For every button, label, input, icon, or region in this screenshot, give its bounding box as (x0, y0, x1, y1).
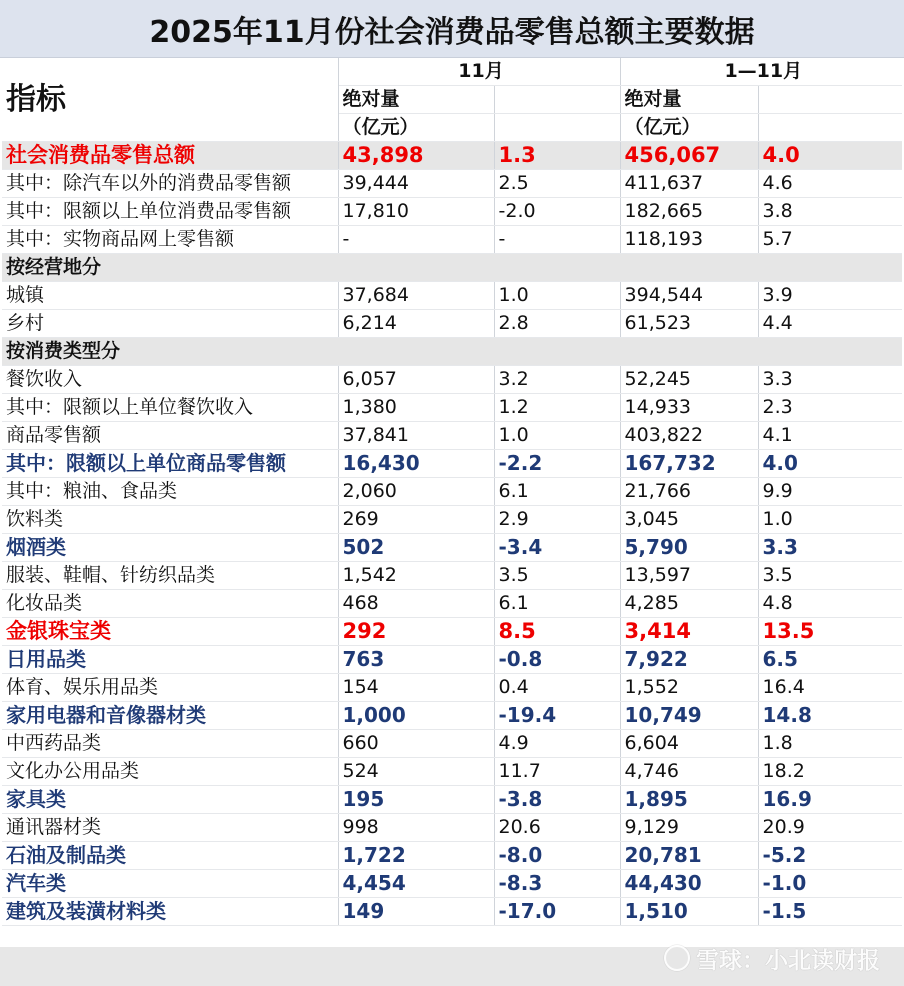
month-abs-cell: 1,380 (338, 394, 494, 422)
abs-label-month: 绝对量 (338, 86, 494, 114)
month-abs-cell: 16,430 (338, 450, 494, 478)
ytd-abs-cell: 403,822 (620, 422, 758, 450)
table-row (2, 730, 902, 758)
indicator-cell: 汽车类 (2, 870, 338, 898)
month-abs-cell: 195 (338, 786, 494, 814)
table-row (2, 142, 902, 170)
table-row (2, 226, 902, 254)
ytd-growth-cell: 4.6 (758, 170, 902, 198)
table-row (2, 478, 902, 506)
table-row (2, 674, 902, 702)
month-growth-cell: 2.5 (494, 170, 620, 198)
section-row (2, 254, 902, 282)
month-abs-cell: 1,722 (338, 842, 494, 870)
month-growth-cell: 8.5 (494, 618, 620, 646)
ytd-abs-cell: 9,129 (620, 814, 758, 842)
month-growth-cell: -8.3 (494, 870, 620, 898)
month-growth-cell: -8.0 (494, 842, 620, 870)
ytd-abs-cell: 411,637 (620, 170, 758, 198)
ytd-abs-cell: 167,732 (620, 450, 758, 478)
month-abs-cell: 149 (338, 898, 494, 926)
month-abs-cell: 292 (338, 618, 494, 646)
month-growth-cell: 1.2 (494, 394, 620, 422)
ytd-growth-cell: 18.2 (758, 758, 902, 786)
month-growth-cell: 3.5 (494, 562, 620, 590)
month-abs-cell: - (338, 226, 494, 254)
ytd-abs-cell: 20,781 (620, 842, 758, 870)
section-row (2, 338, 902, 366)
ytd-abs-cell: 61,523 (620, 310, 758, 338)
growth-label-ytd (758, 86, 902, 114)
ytd-abs-cell: 1,510 (620, 898, 758, 926)
header-row-period (2, 58, 902, 86)
ytd-abs-cell: 4,746 (620, 758, 758, 786)
ytd-abs-cell: 4,285 (620, 590, 758, 618)
indicator-cell: 文化办公用品类 (2, 758, 338, 786)
indicator-cell: 其中：限额以上单位商品零售额 (2, 450, 338, 478)
ytd-abs-cell: 14,933 (620, 394, 758, 422)
indicator-cell: 其中：限额以上单位餐饮收入 (2, 394, 338, 422)
month-abs-cell: 660 (338, 730, 494, 758)
ytd-abs-cell: 1,552 (620, 674, 758, 702)
ytd-abs-cell: 6,604 (620, 730, 758, 758)
month-abs-cell: 1,542 (338, 562, 494, 590)
indicator-cell: 其中：限额以上单位消费品零售额 (2, 198, 338, 226)
indicator-cell: 服装、鞋帽、针纺织品类 (2, 562, 338, 590)
ytd-growth-cell: 4.1 (758, 422, 902, 450)
ytd-abs-cell: 394,544 (620, 282, 758, 310)
indicator-cell: 城镇 (2, 282, 338, 310)
period-month-header: 11月 (338, 58, 620, 86)
ytd-abs-cell: 21,766 (620, 478, 758, 506)
indicator-cell: 其中：除汽车以外的消费品零售额 (2, 170, 338, 198)
month-abs-cell: 154 (338, 674, 494, 702)
indicator-cell: 家具类 (2, 786, 338, 814)
ytd-abs-cell: 52,245 (620, 366, 758, 394)
page-title: 2025年11月份社会消费品零售总额主要数据 (0, 0, 904, 58)
ytd-abs-cell: 7,922 (620, 646, 758, 674)
ytd-abs-cell: 3,414 (620, 618, 758, 646)
unit-label-month: （亿元） (338, 114, 494, 142)
ytd-abs-cell: 3,045 (620, 506, 758, 534)
ytd-abs-cell: 1,895 (620, 786, 758, 814)
ytd-abs-cell: 44,430 (620, 870, 758, 898)
month-growth-cell: -17.0 (494, 898, 620, 926)
month-abs-cell: 39,444 (338, 170, 494, 198)
month-abs-cell: 6,057 (338, 366, 494, 394)
indicator-cell: 体育、娱乐用品类 (2, 674, 338, 702)
table-row (2, 534, 902, 562)
table-row (2, 310, 902, 338)
indicator-cell: 石油及制品类 (2, 842, 338, 870)
month-abs-cell: 17,810 (338, 198, 494, 226)
data-table (2, 58, 902, 926)
month-growth-cell: 0.4 (494, 674, 620, 702)
month-abs-cell: 6,214 (338, 310, 494, 338)
ytd-growth-cell: 6.5 (758, 646, 902, 674)
month-abs-cell: 1,000 (338, 702, 494, 730)
month-growth-cell: -3.4 (494, 534, 620, 562)
indicator-cell: 化妆品类 (2, 590, 338, 618)
table-row (2, 758, 902, 786)
indicator-cell: 社会消费品零售总额 (2, 142, 338, 170)
month-growth-cell: 2.8 (494, 310, 620, 338)
month-growth-cell: -2.0 (494, 198, 620, 226)
ytd-growth-cell: 14.8 (758, 702, 902, 730)
indicator-cell: 通讯器材类 (2, 814, 338, 842)
month-abs-cell: 37,684 (338, 282, 494, 310)
indicator-cell: 其中：粮油、食品类 (2, 478, 338, 506)
ytd-growth-cell: 13.5 (758, 618, 902, 646)
period-ytd-header: 1—11月 (620, 58, 902, 86)
ytd-growth-cell: 4.0 (758, 450, 902, 478)
ytd-growth-cell: 20.9 (758, 814, 902, 842)
unit-blank-ytd (758, 114, 902, 142)
table-row (2, 170, 902, 198)
indicator-cell: 烟酒类 (2, 534, 338, 562)
ytd-growth-cell: 1.0 (758, 506, 902, 534)
ytd-growth-cell: 9.9 (758, 478, 902, 506)
month-growth-cell: 1.0 (494, 282, 620, 310)
ytd-abs-cell: 456,067 (620, 142, 758, 170)
month-growth-cell: -3.8 (494, 786, 620, 814)
ytd-growth-cell: 1.8 (758, 730, 902, 758)
ytd-abs-cell: 182,665 (620, 198, 758, 226)
month-abs-cell: 2,060 (338, 478, 494, 506)
indicator-cell: 其中：实物商品网上零售额 (2, 226, 338, 254)
table-row (2, 646, 902, 674)
indicator-cell: 餐饮收入 (2, 366, 338, 394)
ytd-abs-cell: 13,597 (620, 562, 758, 590)
month-growth-cell: 2.9 (494, 506, 620, 534)
month-abs-cell: 269 (338, 506, 494, 534)
unit-blank-month (494, 114, 620, 142)
table-row (2, 562, 902, 590)
ytd-growth-cell: 3.9 (758, 282, 902, 310)
month-abs-cell: 43,898 (338, 142, 494, 170)
month-growth-cell: 4.9 (494, 730, 620, 758)
table-row (2, 702, 902, 730)
month-growth-cell: -2.2 (494, 450, 620, 478)
month-growth-cell: 6.1 (494, 478, 620, 506)
abs-label-ytd: 绝对量 (620, 86, 758, 114)
growth-label-month (494, 86, 620, 114)
section-label: 按消费类型分 (2, 338, 902, 366)
indicator-cell: 家用电器和音像器材类 (2, 702, 338, 730)
month-abs-cell: 763 (338, 646, 494, 674)
month-growth-cell: -0.8 (494, 646, 620, 674)
indicator-cell: 中西药品类 (2, 730, 338, 758)
ytd-growth-cell: 3.8 (758, 198, 902, 226)
month-abs-cell: 468 (338, 590, 494, 618)
ytd-growth-cell: 4.4 (758, 310, 902, 338)
snowball-logo-icon (664, 945, 690, 971)
table-row (2, 618, 902, 646)
section-label: 按经营地分 (2, 254, 902, 282)
unit-label-ytd: （亿元） (620, 114, 758, 142)
ytd-growth-cell: -1.5 (758, 898, 902, 926)
month-growth-cell: 20.6 (494, 814, 620, 842)
month-growth-cell: -19.4 (494, 702, 620, 730)
indicator-cell: 商品零售额 (2, 422, 338, 450)
ytd-growth-cell: 16.4 (758, 674, 902, 702)
ytd-growth-cell: 16.9 (758, 786, 902, 814)
table-row (2, 590, 902, 618)
ytd-growth-cell: 5.7 (758, 226, 902, 254)
month-growth-cell: 6.1 (494, 590, 620, 618)
indicator-cell: 饮料类 (2, 506, 338, 534)
ytd-abs-cell: 10,749 (620, 702, 758, 730)
watermark-text: 雪球：小北读财报 (696, 947, 880, 974)
table-row (2, 366, 902, 394)
month-growth-cell: 1.0 (494, 422, 620, 450)
ytd-abs-cell: 5,790 (620, 534, 758, 562)
table-row (2, 198, 902, 226)
month-abs-cell: 37,841 (338, 422, 494, 450)
table-row (2, 506, 902, 534)
table-row (2, 814, 902, 842)
month-abs-cell: 502 (338, 534, 494, 562)
table-row (2, 870, 902, 898)
month-growth-cell: 3.2 (494, 366, 620, 394)
table-row (2, 422, 902, 450)
ytd-abs-cell: 118,193 (620, 226, 758, 254)
month-abs-cell: 4,454 (338, 870, 494, 898)
month-growth-cell: - (494, 226, 620, 254)
table-row (2, 898, 902, 926)
ytd-growth-cell: 4.0 (758, 142, 902, 170)
month-abs-cell: 524 (338, 758, 494, 786)
ytd-growth-cell: 4.8 (758, 590, 902, 618)
indicator-cell: 乡村 (2, 310, 338, 338)
table-row (2, 282, 902, 310)
month-abs-cell: 998 (338, 814, 494, 842)
ytd-growth-cell: -5.2 (758, 842, 902, 870)
ytd-growth-cell: 3.3 (758, 366, 902, 394)
indicator-cell: 金银珠宝类 (2, 618, 338, 646)
indicator-header: 指标 (2, 58, 338, 142)
ytd-growth-cell: 3.5 (758, 562, 902, 590)
ytd-growth-cell: 2.3 (758, 394, 902, 422)
ytd-growth-cell: 3.3 (758, 534, 902, 562)
indicator-cell: 建筑及装潢材料类 (2, 898, 338, 926)
month-growth-cell: 11.7 (494, 758, 620, 786)
indicator-cell: 日用品类 (2, 646, 338, 674)
ytd-growth-cell: -1.0 (758, 870, 902, 898)
month-growth-cell: 1.3 (494, 142, 620, 170)
table-row (2, 842, 902, 870)
table-row (2, 450, 902, 478)
watermark (664, 943, 880, 973)
table-row (2, 394, 902, 422)
table-row (2, 786, 902, 814)
